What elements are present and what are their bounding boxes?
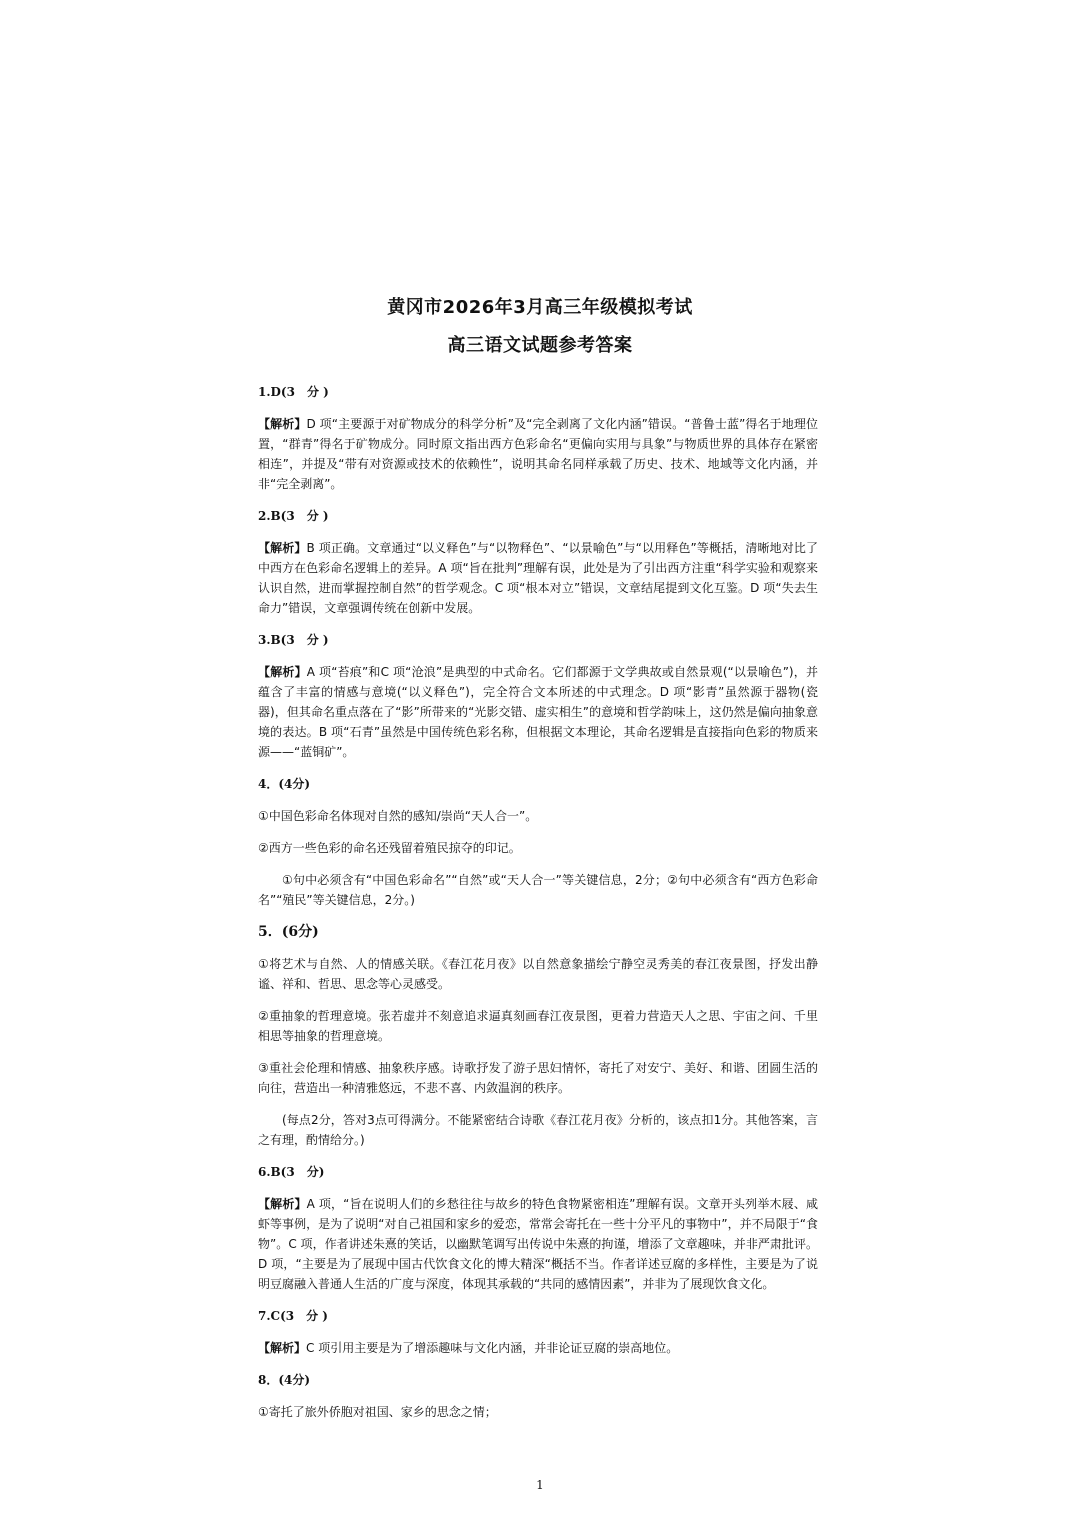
q2-analysis	[258, 538, 818, 618]
q5-label: 5．(6分)	[258, 924, 319, 940]
q2-label: 2.B(3 分 )	[258, 509, 329, 523]
q6-text: A 项，“旨在说明人们的乡愁往往与故乡的特色食物紧密相连”理解有误。文章开头列举木屐、咸虾等事例，是为了说明“对自己祖国和家乡的爱恋，常常会寄托在一些十分平凡的事物中”，并不局限于“食物”。C 项，作者讲述朱熹的笑话，以幽默笔调写出传说中朱熹的拘谨，增添了文章趣味，并非严肃批评。D 项，“主要是为了展现中国古代饮食文化的博大精深“概括不当。作者详述豆腐的多样性，主要是为了说明豆腐融入普通人生活的广度与深度，体现其承载的“共同的感情因素”，并非为了展现饮食文化。	[258, 1197, 818, 1291]
analysis-tag: 【解析】	[258, 1341, 307, 1355]
q5-point-1: ①将艺术与自然、人的情感关联。《春江花月夜》以自然意象描绘宁静空灵秀美的春江夜景图，抒发出静谧、祥和、哲思、思念等心灵感受。	[258, 957, 818, 991]
q6-label: 6.B(3 分)	[258, 1165, 325, 1179]
analysis-tag: 【解析】	[258, 541, 307, 555]
analysis-tag: 【解析】	[258, 417, 307, 431]
q3-label: 3.B(3 分 )	[258, 633, 329, 647]
page-subtitle: 高三语文试题参考答案	[447, 335, 633, 356]
q6-analysis	[258, 1194, 818, 1294]
q2-text: B 项正确。文章通过“以义释色”与“以物释色”、“以景喻色”与“以用释色”等概括，清晰地对比了中西方在色彩命名逻辑上的差异。A 项“旨在批判”理解有误，此处是为了引出西方注重“科学实验和观察来认识自然，进而掌握控制自然”的哲学观念。C 项“根本对立”错误，文章结尾提到文化互鉴。D 项“失去生命力”错误，文章强调传统在创新中发展。	[258, 541, 818, 615]
analysis-tag: 【解析】	[258, 1197, 307, 1211]
q8-point-1: ①寄托了旅外侨胞对祖国、家乡的思念之情；	[258, 1405, 497, 1419]
q1-label: 1.D(3 分 )	[258, 385, 329, 399]
q4-label: 4．(4分)	[258, 777, 311, 791]
page-number: 1	[536, 1478, 544, 1492]
q4-scoring-note: ①句中必须含有“中国色彩命名”“自然”或“天人合一”等关键信息，2分；②句中必须含有“西方色彩命名”“殖民”等关键信息，2分。)	[258, 873, 818, 907]
q4-point-2: ②西方一些色彩的命名还残留着殖民掠夺的印记。	[258, 841, 521, 855]
q3-text: A 项“苔痕”和C 项“沧浪”是典型的中式命名。它们都源于文学典故或自然景观(“以景喻色”)，并蕴含了丰富的情感与意境(“以义释色”)，完全符合文本所述的中式理念。D 项“影青”虽然源于器物(瓷器)，但其命名重点落在了“影”所带来的“光影交错、虚实相生”的意境和哲学韵味上，这仍然是偏向抽象意境的表达。B 项“石青”虽然是中国传统色彩名称，但根据文本理论，其命名逻辑是直接指向色彩的物质来源——“蓝铜矿”。	[258, 665, 818, 759]
q5-point-3: ③重社会伦理和情感、抽象秩序感。诗歌抒发了游子思妇情怀，寄托了对安宁、美好、和谐、团圆生活的向往，营造出一种清雅悠远，不悲不喜、内敛温润的秩序。	[258, 1061, 818, 1095]
q7-label: 7.C(3 分 )	[258, 1309, 328, 1323]
q7-text: C 项引用主要是为了增添趣味与文化内涵，并非论证豆腐的崇高地位。	[306, 1341, 679, 1355]
q5-scoring-note: (每点2分，答对3点可得满分。不能紧密结合诗歌《春江花月夜》分析的，该点扣1分。其他答案，言之有理，酌情给分。)	[258, 1113, 818, 1147]
q1-text: D 项“主要源于对矿物成分的科学分析”及“完全剥离了文化内涵”错误。“普鲁士蓝”得名于地理位置，“群青”得名于矿物成分。同时原文指出西方色彩命名“更偏向实用与具象”与物质世界的具体存在紧密相连”，并提及“带有对资源或技术的依赖性”，说明其命名同样承载了历史、技术、地域等文化内涵，并非“完全剥离”。	[258, 417, 818, 491]
q7-analysis	[258, 1338, 818, 1358]
page-title: 黄冈市2026年3月高三年级模拟考试	[387, 297, 693, 318]
q1-analysis	[258, 414, 818, 494]
q4-point-1: ①中国色彩命名体现对自然的感知/崇尚“天人合一”。	[258, 809, 538, 823]
q3-analysis	[258, 662, 818, 762]
q8-label: 8．(4分)	[258, 1373, 311, 1387]
answer-content	[258, 382, 818, 1434]
analysis-tag: 【解析】	[258, 665, 307, 679]
q5-point-2: ②重抽象的哲理意境。张若虚并不刻意追求逼真刻画春江夜景图，更着力营造天人之思、宇宙之问、千里相思等抽象的哲理意境。	[258, 1009, 818, 1043]
